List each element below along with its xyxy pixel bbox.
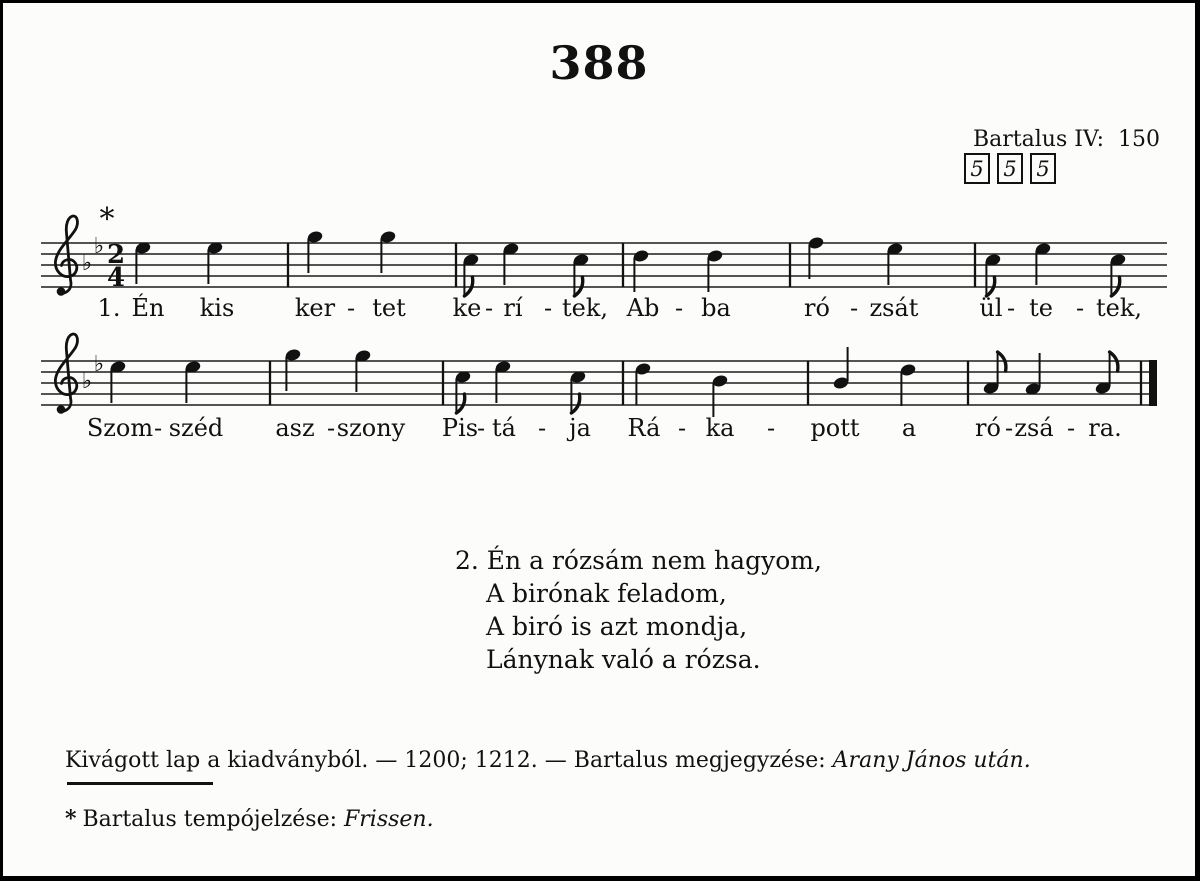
tempo-footnote-italic: Frissen. bbox=[344, 807, 434, 832]
flat-sign-icon: ♭ bbox=[81, 369, 93, 394]
melody-code-box: 5 bbox=[997, 153, 1023, 184]
lyric-syllable: - bbox=[476, 414, 486, 442]
lyric-syllable: kis bbox=[199, 294, 235, 322]
treble-clef-icon bbox=[57, 287, 66, 296]
lyric-syllable: Pis bbox=[441, 414, 479, 442]
source-reference: Bartalus IV: 150 bbox=[973, 127, 1160, 152]
lyric-syllable: pott bbox=[810, 414, 860, 442]
lyric-syllable: ja bbox=[569, 414, 591, 442]
source-note bbox=[65, 748, 1031, 773]
lyric-syllable: ül bbox=[979, 294, 1003, 322]
lyric-syllable: - bbox=[543, 294, 553, 322]
tempo-asterisk: * bbox=[99, 202, 115, 237]
lyric-syllable: szony bbox=[336, 414, 406, 442]
lyric-syllable: Én bbox=[131, 294, 165, 322]
lyric-syllable: Szom bbox=[86, 414, 154, 442]
verse-2 bbox=[455, 544, 822, 676]
eighth-flag bbox=[571, 394, 579, 413]
footnote-rule bbox=[67, 782, 213, 785]
flat-sign-icon: ♭ bbox=[93, 234, 105, 259]
lyric-syllable: ka bbox=[705, 414, 735, 442]
lyric-syllable: tek, bbox=[1095, 294, 1143, 322]
lyric-syllable: - bbox=[537, 414, 547, 442]
lyric-syllable: széd bbox=[168, 414, 224, 442]
lyric-syllable: asz bbox=[275, 414, 315, 442]
lyric-syllable: tá bbox=[492, 414, 516, 442]
lyric-syllable: ker bbox=[294, 294, 336, 322]
source-note-italic: Arany János után. bbox=[832, 748, 1031, 773]
lyric-syllable: - bbox=[1066, 414, 1076, 442]
lyric-syllable: - bbox=[1075, 294, 1085, 322]
lyric-syllable: Ab bbox=[626, 294, 660, 322]
melody-code-box: 5 bbox=[1030, 153, 1056, 184]
treble-clef-icon bbox=[57, 405, 66, 414]
lyric-syllable: - bbox=[849, 294, 859, 322]
eighth-flag bbox=[456, 394, 464, 413]
lyric-syllable: - bbox=[1004, 414, 1014, 442]
flat-sign-icon: ♭ bbox=[81, 251, 93, 276]
tempo-footnote bbox=[65, 806, 434, 832]
asterisk-marker: * bbox=[65, 806, 77, 832]
lyric-syllable: - bbox=[766, 414, 776, 442]
lyric-syllable: ra. bbox=[1088, 414, 1122, 442]
lyric-syllable: ró bbox=[975, 414, 1001, 442]
lyric-syllable: - bbox=[346, 294, 356, 322]
lyric-syllable: zsá bbox=[1014, 414, 1054, 442]
lyric-syllable: - bbox=[484, 294, 494, 322]
verse-2-line: A biró is azt mondja, bbox=[486, 612, 748, 641]
lyric-syllable: ró bbox=[804, 294, 830, 322]
tempo-footnote-text: Bartalus tempójelzése: bbox=[82, 807, 345, 832]
lyric-syllable: zsát bbox=[869, 294, 919, 322]
verse-2-line: A birónak feladom, bbox=[486, 579, 727, 608]
verse-2-line: 2. Én a rózsám nem hagyom, bbox=[455, 546, 822, 575]
music-notation bbox=[3, 3, 1200, 473]
lyric-syllable: - bbox=[326, 414, 336, 442]
lyric-syllable: - bbox=[1006, 294, 1016, 322]
lyric-syllable: Rá bbox=[627, 414, 661, 442]
lyric-syllable: - bbox=[677, 414, 687, 442]
page-title-number: 388 bbox=[549, 36, 649, 90]
melody-code-box: 5 bbox=[964, 153, 990, 184]
lyric-syllable: ba bbox=[701, 294, 731, 322]
lyric-syllable: rí bbox=[503, 294, 523, 322]
lyric-syllable: 1. bbox=[97, 294, 121, 322]
source-note-text: Kivágott lap a kiadványból. — 1200; 1212. — Bartalus megjegyzése: bbox=[65, 748, 833, 773]
lyric-syllable: tek, bbox=[561, 294, 609, 322]
lyric-syllable: ke bbox=[452, 294, 482, 322]
final-barline-thick bbox=[1149, 360, 1157, 406]
time-signature-numerator: 2 bbox=[106, 240, 126, 270]
verse-2-line: Lánynak való a rózsa. bbox=[486, 645, 761, 674]
time-signature-denominator: 4 bbox=[106, 263, 126, 293]
flat-sign-icon: ♭ bbox=[93, 352, 105, 377]
lyric-syllable: tet bbox=[372, 294, 406, 322]
lyric-syllable: te bbox=[1029, 294, 1053, 322]
lyric-syllable: - bbox=[674, 294, 684, 322]
lyric-syllable: a bbox=[901, 414, 917, 442]
lyric-syllable: - bbox=[153, 414, 163, 442]
